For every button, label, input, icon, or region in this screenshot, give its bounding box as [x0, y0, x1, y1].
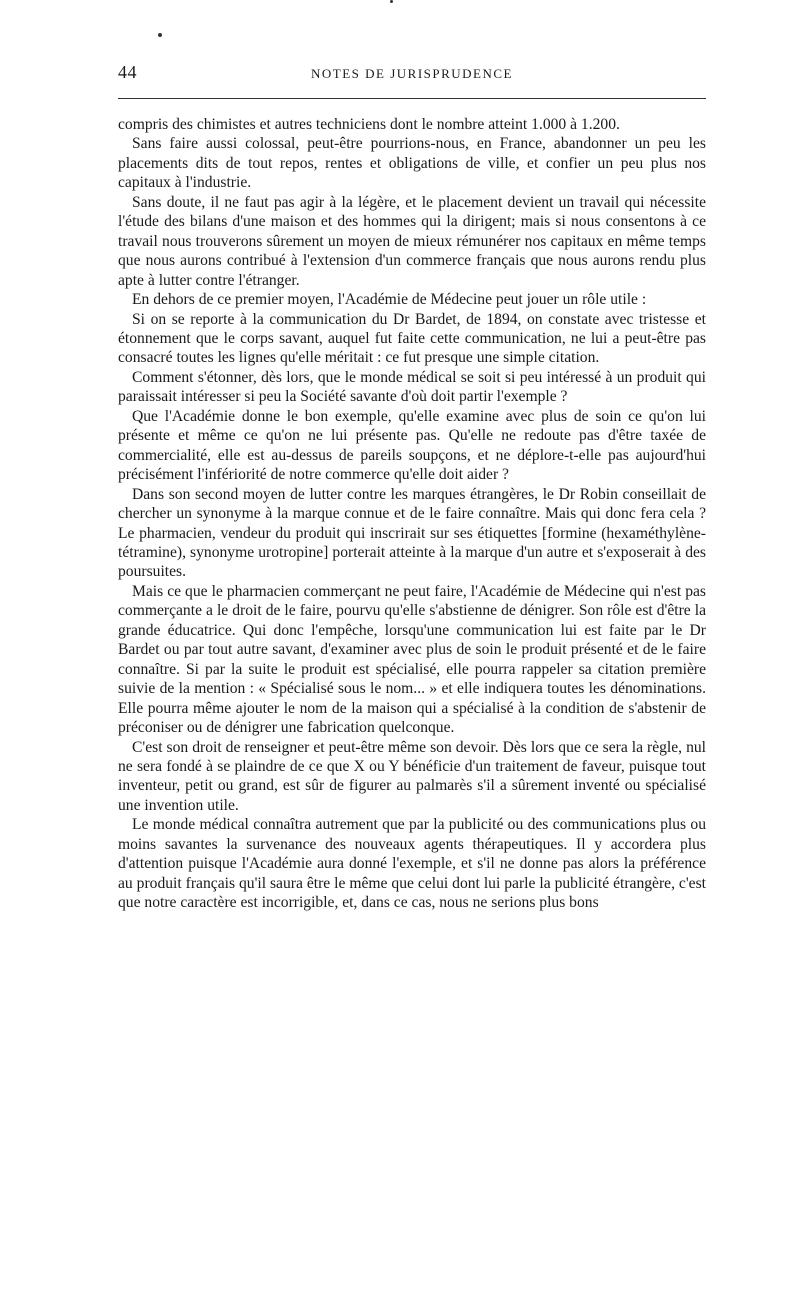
paragraph: Que l'Académie donne le bon exemple, qu'elle examine avec plus de soin ce qu'on lui présente et même ce qu'on ne lui présente pas. Qu'elle ne redoute pas d'être taxée de commercialité, elle est au-dessus de pareils soupçons, et ne déplore-t-elle pas aujourd'hui précisément l'infériorité de notre commerce qu'elle doit aider ? — [118, 407, 706, 484]
header-rule — [118, 98, 706, 99]
ink-speck — [390, 0, 393, 3]
page-header — [118, 62, 706, 88]
paragraph: Dans son second moyen de lutter contre les marques étrangères, le Dr Robin conseillait de chercher un synonyme à la marque connue et de le faire connaître. Mais qui donc fera cela ? Le pharmacien, vendeur du produit qui inscrirait sur ses étiquettes [formine (hexaméthylène-tétramine), synonyme urotropine] porterait atteinte à la marque d'un autre et s'exposerait à des poursuites. — [118, 485, 706, 581]
paragraph: Sans faire aussi colossal, peut-être pourrions-nous, en France, abandonner un peu les placements dits de tout repos, rentes et obligations de ville, et confier un peu plus nos capitaux à l'industrie. — [118, 135, 706, 192]
running-title: NOTES DE JURISPRUDENCE — [310, 66, 513, 81]
body-text — [118, 115, 706, 913]
paragraph: Si on se reporte à la communication du Dr Bardet, de 1894, on constate avec tristesse et étonnement que le corps savant, auquel fut faite cette communication, ne lui a peut-être pas consacré toutes les lignes qu'elle méritait : ce fut presque une simple citation. — [118, 310, 706, 367]
paragraph: Comment s'étonner, dès lors, que le monde médical se soit si peu intéressé à un produit qui paraissait intéresser si peu la Société savante d'où doit partir l'exemple ? — [118, 368, 706, 406]
ink-speck — [158, 33, 162, 37]
paragraph: Sans doute, il ne faut pas agir à la légère, et le placement devient un travail qui nécessite l'étude des bilans d'une maison et des hommes qui la dirigent; mais si nous consentons à ce travail nous trouverons sûrement un moyen de mieux rémunérer nos capitaux en même temps que nous aurons contribué à l'extension d'un commerce français que nous aurons rendu plus apte à lutter contre l'étranger. — [118, 193, 706, 289]
paragraph: C'est son droit de renseigner et peut-être même son devoir. Dès lors que ce sera la règle, nul ne sera fondé à se plaindre de ce que X ou Y bénéficie d'un traitement de faveur, puisque tout inventeur, petit ou grand, est sûr de figurer au palmarès s'il a sûrement inventé ou spécialisé une invention utile. — [118, 738, 706, 814]
page-number: 44 — [118, 62, 137, 82]
paragraph: Mais ce que le pharmacien commerçant ne peut faire, l'Académie de Médecine qui n'est pas commerçante a le droit de le faire, pourvu qu'elle s'abstienne de dénigrer. Son rôle est d'être la grande éducatrice. Qui donc l'empêche, lorsqu'une communication lui est faite par le Dr Bardet ou par tout autre savant, d'examiner avec plus de soin le produit présenté et de le faire connaître. Si par la suite le produit est spécialisé, elle pourra rappeler sa citation première suivie de la mention : « Spécialisé sous le nom... » et elle indiquera toutes les dénominations. Elle pourra même ajouter le nom de la maison qui a spécialisé à la condition de s'abstenir de préconiser ou de dénigrer une fabrication quelconque. — [118, 582, 706, 737]
paragraph: compris des chimistes et autres techniciens dont le nombre atteint 1.000 à 1.200. — [118, 116, 620, 133]
paragraph: Le monde médical connaîtra autrement que par la publicité ou des communications plus ou moins savantes la survenance des nouveaux agents thérapeutiques. Il y accordera plus d'attention puisque l'Académie aura donné l'exemple, et s'il ne donne pas alors la préférence au produit français qu'il saura être le même que celui dont lui parle la publicité étrangère, c'est que notre caractère est incorrigible, et, dans ce cas, nous ne serions plus bons — [118, 816, 706, 912]
paragraph: En dehors de ce premier moyen, l'Académie de Médecine peut jouer un rôle utile : — [132, 291, 647, 309]
